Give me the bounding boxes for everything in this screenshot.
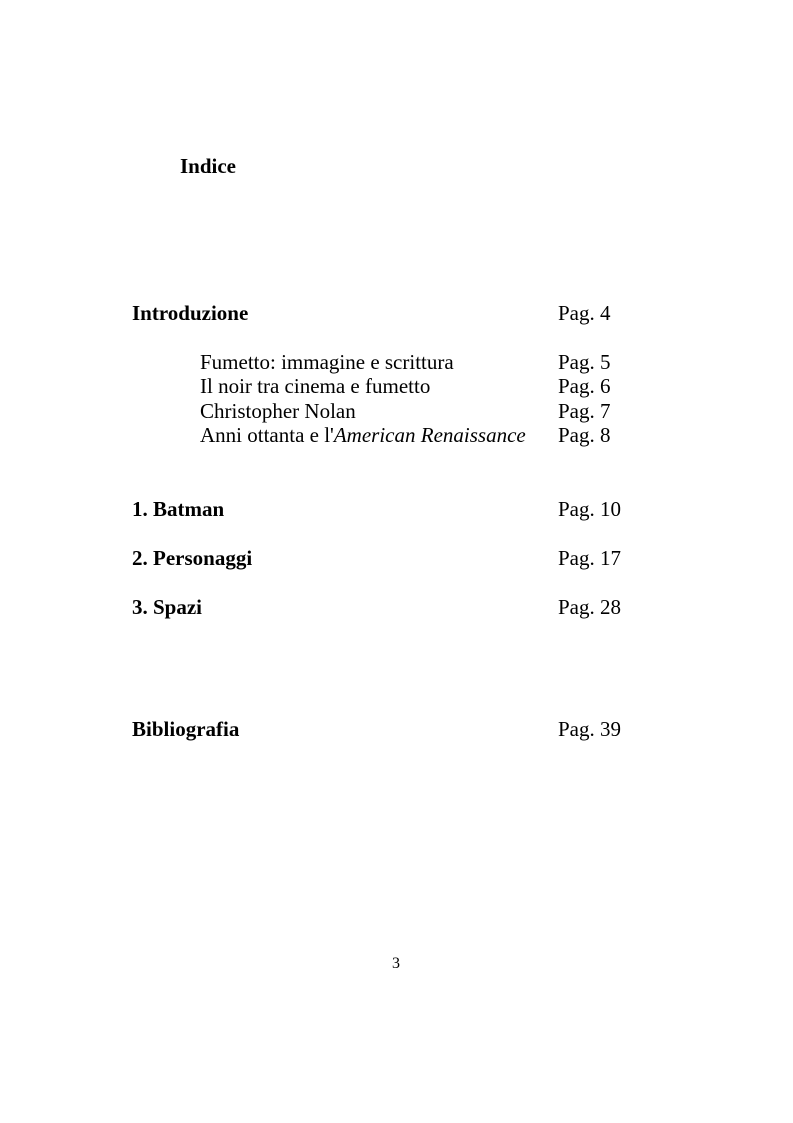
toc-entry-chapter: 2. Personaggi — [132, 546, 253, 570]
toc-subentry-page: Pag. 7 — [558, 399, 611, 423]
toc-page-introduzione: Pag. 4 — [558, 301, 611, 325]
toc-subentry: Fumetto: immagine e scrittura — [200, 350, 454, 374]
toc-subentry — [200, 425, 526, 446]
toc-subentry-italic-text: American Renaissance — [333, 423, 526, 447]
toc-subentry: Il noir tra cinema e fumetto — [200, 374, 431, 398]
toc-subentry: Christopher Nolan — [200, 399, 356, 423]
toc-subentry-page: Pag. 6 — [558, 374, 611, 398]
toc-entry-introduzione: Introduzione — [132, 301, 249, 325]
toc-entry-chapter: 3. Spazi — [132, 595, 203, 619]
toc-page-chapter: Pag. 28 — [558, 595, 621, 619]
page-title: Indice — [180, 154, 237, 178]
page-number: 3 — [392, 955, 400, 972]
toc-subentry-text: Anni ottanta e l' — [200, 423, 334, 447]
toc-subentry-page: Pag. 8 — [558, 423, 611, 447]
toc-page-chapter: Pag. 17 — [558, 546, 621, 570]
toc-entry-chapter: 1. Batman — [132, 497, 225, 521]
toc-page-bibliografia: Pag. 39 — [558, 717, 621, 741]
toc-subentry-page: Pag. 5 — [558, 350, 611, 374]
toc-entry-bibliografia: Bibliografia — [132, 717, 240, 741]
toc-page-chapter: Pag. 10 — [558, 497, 621, 521]
